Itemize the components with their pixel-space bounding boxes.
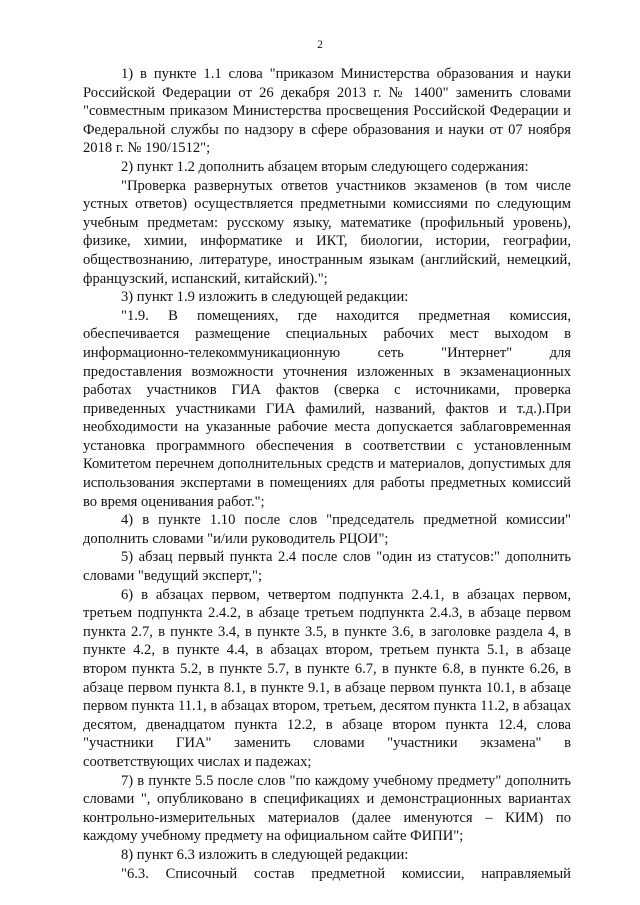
paragraph-9: 7) в пункте 5.5 после слов "по каждому учебному предмету" дополнить словами ", опубликовано в спецификациях и демонстрационных вариантах контрольно-измерительных материалов (далее именуются – КИМ) по каждому учебному предмету на официальном сайте ФИПИ";	[83, 772, 571, 845]
page-number: 2	[317, 39, 323, 51]
document-body	[83, 65, 571, 883]
paragraph-4: 3) пункт 1.9 изложить в следующей редакции:	[121, 289, 409, 306]
paragraph-7: 5) абзац первый пункта 2.4 после слов "один из статусов:" дополнить словами "ведущий эксперт,";	[83, 549, 571, 585]
paragraph-6: 4) в пункте 1.10 после слов "председатель предметной комиссии" дополнить словами "и/или руководитель РЦОИ";	[83, 512, 571, 547]
paragraph-10: 8) пункт 6.3 изложить в следующей редакции:	[121, 846, 409, 863]
paragraph-5: "1.9. В помещениях, где находится предметная комиссия, обеспечивается размещение специальных рабочих мест выходом в информационно-телекоммуникационную сеть "Интернет" для предоставления возможности уточнения изложенных в экзаменационных работах участников ГИА фактов (сверка с источниками, проверка приведенных участниками ГИА фамилий, названий, фактов и т.д.).При необходимости на указанные рабочие места допускается заблаговременная установка программного обеспечения в соответствии с установленным Комитетом перечнем дополнительных средств и материалов, допустимых для использования экспертами в помещениях для работы предметных комиссий во время оценивания работ.";	[83, 307, 571, 510]
paragraph-8: 6) в абзацах первом, четвертом подпункта 2.4.1, в абзацах первом, третьем подпункта 2.4.2, в абзаце третьем подпункта 2.4.3, в абзаце первом пункта 2.7, в пункте 3.4, в пункте 3.5, в пункте 3.6, в заголовке раздела 4, в пункте 4.2, в пункте 4.4, в абзацах втором, третьем пункта 5.1, в абзаце втором пункта 5.2, в пункте 5.7, в пункте 6.7, в пункте 6.8, в пункте 6.26, в абзаце первом пункта 8.1, в пункте 9.1, в абзаце первом пункта 10.1, в абзаце первом пункта 11.1, в абзацах втором, третьем, десятом пункта 11.2, в абзацах десятом, двенадцатом пункта 12.2, в абзаце втором пункта 12.4, слова "участники ГИА" заменить словами "участники экзамена" в соответствующих числах и падежах;	[83, 586, 571, 770]
paragraph-2: 2) пункт 1.2 дополнить абзацем вторым следующего содержания:	[121, 158, 529, 175]
paragraph-1: 1) в пункте 1.1 слова "приказом Министерства образования и науки Российской Федерации от 26 декабря 2013 г. № 1400" заменить словами "совместным приказом Министерства просвещения Российской Федерации и Федеральной службы по надзору в сфере образования и науки от 07 ноября 2018 г. № 190/1512";	[83, 66, 571, 157]
paragraph-3: "Проверка развернутых ответов участников экзаменов (в том числе устных ответов) осуществляется предметными комиссиями по следующим учебным предметам: русскому языку, математике (профильный уровень), физике, химии, информатике и ИКТ, биологии, истории, географии, обществознанию, литературе, иностранным языкам (английский, немецкий, французский, испанский, китайский).";	[83, 177, 571, 287]
paragraph-11: "6.3. Списочный состав предметной комиссии, направляемый	[121, 865, 571, 882]
